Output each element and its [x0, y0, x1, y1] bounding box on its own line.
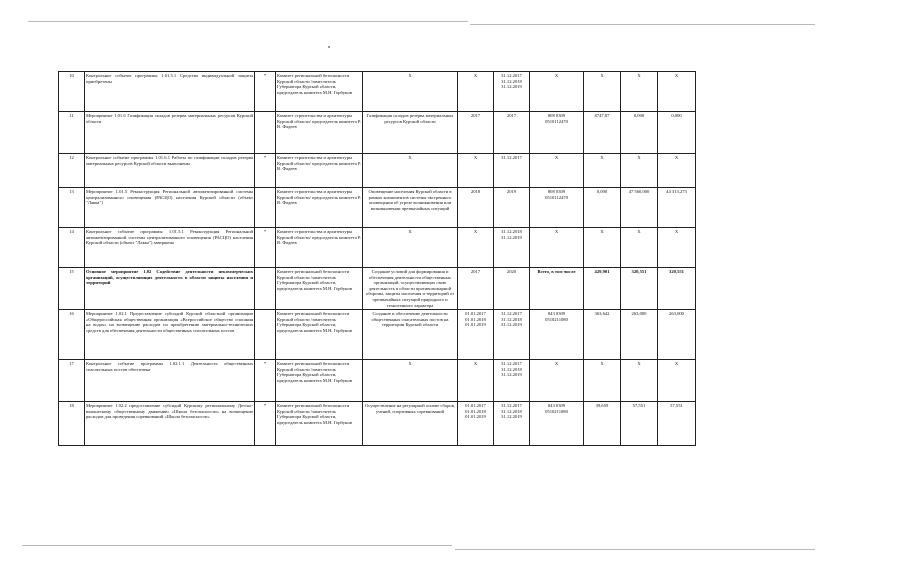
table-row: [59, 268, 696, 310]
end-date-cell: 2020: [494, 268, 530, 310]
expected-result-cell: Осуществление на регулярной основе сборов, учений, спортивных соревнований: [363, 402, 458, 446]
responsible-executor-cell: Комитет строительства и архитектуры Курской области/ председатель комитета Р. В. Фадеев: [276, 154, 363, 188]
activity-name-cell: Контрольное событие программы 1.02.1.1 Деятельность общественных спасательных постов обеспечена: [85, 360, 255, 402]
control-mark-cell: [255, 112, 276, 154]
row-number: 12: [59, 154, 85, 188]
table-row: [59, 154, 696, 188]
expected-result-cell: Создание условий для формирования и обеспечения деятельности общественных организаций, осуществляющих свою деятельность в области противопожарной обороны, защиты населения и территорий от чрезвычайных ситуаций природного и техногенного характера: [363, 268, 458, 310]
control-mark-cell: *: [255, 360, 276, 402]
scan-artifact-top: [28, 21, 468, 22]
budget-code-cell: X: [530, 72, 584, 112]
responsible-executor-cell: Комитет региональной безопасности Курской области /заместитель Губернатора Курской области, председатель комитета М.Н. Горбунов: [276, 360, 363, 402]
funding-2019-cell: 57,551: [658, 402, 696, 446]
scan-artifact-bottom: [22, 545, 452, 546]
end-date-cell: 2017: [494, 112, 530, 154]
funding-2018-cell: 47 560,000: [621, 188, 658, 228]
funding-2019-cell: 320,551: [658, 268, 696, 310]
activity-name-cell: Контрольное событие программы 1.01.6.1 Работы по газификации складов резерва материальных ресурсов Курской области выполнены: [85, 154, 255, 188]
start-date-cell: X: [458, 228, 494, 268]
budget-code-cell: 808 0309 0510112470: [530, 188, 584, 228]
scan-speck: [328, 46, 330, 48]
table-row: [59, 112, 696, 154]
row-number: 14: [59, 228, 85, 268]
funding-2019-cell: 44 313,273: [658, 188, 696, 228]
table-row: [59, 402, 696, 446]
expected-result-cell: X: [363, 228, 458, 268]
responsible-executor-cell: Комитет строительства и архитектуры Курской области/ председатель комитета Р. В. Фадеев: [276, 228, 363, 268]
start-date-cell: 2017: [458, 268, 494, 310]
start-date-cell: 2018: [458, 188, 494, 228]
activity-name-cell: Мероприятие 1.02.2 предоставление субсидий Курскому региональному Детско-юношескому общественному движению «Школа безопасности» на возмещение расходов для проведения соревнований «Школа безопасности»: [85, 402, 255, 446]
start-date-cell: 2017: [458, 112, 494, 154]
row-number: 15: [59, 268, 85, 310]
funding-2018-cell: 263,000: [621, 310, 658, 360]
responsible-executor-cell: Комитет региональной безопасности Курской области /заместитель Губернатора Курской области, председатель комитета М.Н. Горбунов: [276, 310, 363, 360]
control-mark-cell: *: [255, 154, 276, 188]
end-date-cell: 31.12.2017 31.12.2018 31.12.2019: [494, 310, 530, 360]
funding-2018-cell: X: [621, 228, 658, 268]
row-number: 17: [59, 360, 85, 402]
activity-name-cell: Мероприятие 1.01.5 Реконструкция Региональной автоматизированной системы централизованного оповещения (РАСЦО) населения Курской области (объект "Лакка"): [85, 188, 255, 228]
activity-name-cell: Основное мероприятие 1.02 Содействие деятельности некоммерческих организаций, осуществляющих деятельность в области защиты населения и территорий: [85, 268, 255, 310]
end-date-cell: 31.12.2018 31.12.2019: [494, 228, 530, 268]
funding-2017-cell: X: [584, 360, 621, 402]
funding-2017-cell: 429,901: [584, 268, 621, 310]
start-date-cell: X: [458, 72, 494, 112]
end-date-cell: 31.12.2017 31.12.2018 31.12.2019: [494, 360, 530, 402]
funding-2018-cell: 320,551: [621, 268, 658, 310]
program-activities-table: [58, 71, 696, 446]
funding-2017-cell: 0,000: [584, 188, 621, 228]
start-date-cell: 01.01.2017 01.01.2018 01.01.2019: [458, 310, 494, 360]
funding-2018-cell: X: [621, 72, 658, 112]
expected-result-cell: Создание и обеспечение деятельности общественных спасательных постов на территории Курской области: [363, 310, 458, 360]
budget-code-cell: X: [530, 228, 584, 268]
table-row: [59, 188, 696, 228]
budget-code-cell: Всего, в том числе: [530, 268, 584, 310]
budget-code-cell: 843 0309 0510211080: [530, 402, 584, 446]
responsible-executor-cell: Комитет строительства и архитектуры Курской области/ председатель комитета Р. В. Фадеев: [276, 112, 363, 154]
control-mark-cell: [255, 310, 276, 360]
table-body: [59, 72, 696, 446]
responsible-executor-cell: Комитет региональной безопасности Курской области /заместитель Губернатора Курской области, председатель комитета М.Н. Горбунов: [276, 72, 363, 112]
expected-result-cell: X: [363, 360, 458, 402]
table-row: [59, 72, 696, 112]
table-row: [59, 360, 696, 402]
control-mark-cell: *: [255, 228, 276, 268]
start-date-cell: X: [458, 360, 494, 402]
expected-result-cell: Оповещение населения Курской области в рамках компонентов системы экстренного оповещения об угрозе возникновения или возникновении чрезвычайных ситуаций: [363, 188, 458, 228]
control-mark-cell: *: [255, 402, 276, 446]
funding-2019-cell: 263,000: [658, 310, 696, 360]
row-number: 11: [59, 112, 85, 154]
funding-2017-cell: X: [584, 154, 621, 188]
end-date-cell: 31.12.2017 31.12.2018 31.12.2019: [494, 402, 530, 446]
expected-result-cell: Газификация складов резерва материальных ресурсов Курской области: [363, 112, 458, 154]
row-number: 18: [59, 402, 85, 446]
row-number: 10: [59, 72, 85, 112]
funding-2017-cell: X: [584, 72, 621, 112]
row-number: 16: [59, 310, 85, 360]
funding-2018-cell: 0,000: [621, 112, 658, 154]
activity-name-cell: Мероприятие 1.02.1 Предоставление субсидий Курской областной организации «Общероссийская общественная организация «Всероссийское общество спасания на водах» на возмещение расходов по приобретению материально-технических средств для обеспечения деятельности общественных спасательных постов: [85, 310, 255, 360]
table-row: [59, 310, 696, 360]
table-row: [59, 228, 696, 268]
budget-code-cell: X: [530, 360, 584, 402]
budget-code-cell: 843 0309 0510211080: [530, 310, 584, 360]
funding-2017-cell: 363,642: [584, 310, 621, 360]
scan-artifact-top-right: [470, 24, 815, 25]
control-mark-cell: *: [255, 72, 276, 112]
funding-2017-cell: 39,659: [584, 402, 621, 446]
expected-result-cell: X: [363, 72, 458, 112]
funding-2019-cell: X: [658, 228, 696, 268]
funding-2019-cell: X: [658, 72, 696, 112]
activity-name-cell: Контрольное событие программы 1.01.5.1 Реконструкция Региональной автоматизированной системы централизованного оповещения (РАСЦО) населения Курской области (объект "Лакка") завершена: [85, 228, 255, 268]
funding-2019-cell: 0,000: [658, 112, 696, 154]
funding-2019-cell: X: [658, 154, 696, 188]
activity-name-cell: Контрольное событие программы 1.01.5.1 Средства индивидуальной защиты приобретены: [85, 72, 255, 112]
start-date-cell: X: [458, 154, 494, 188]
activity-name-cell: Мероприятие 1.01.6 Газификация складов резерва материальных ресурсов Курской области: [85, 112, 255, 154]
control-mark-cell: [255, 268, 276, 310]
end-date-cell: 2019: [494, 188, 530, 228]
budget-code-cell: X: [530, 154, 584, 188]
responsible-executor-cell: Комитет строительства и архитектуры Курской области/ председатель комитета Р. В. Фадеев: [276, 188, 363, 228]
end-date-cell: 31.12.2017: [494, 154, 530, 188]
responsible-executor-cell: Комитет региональной безопасности Курской области /заместитель Губернатора Курской области, председатель комитета М.Н. Горбунов: [276, 268, 363, 310]
budget-code-cell: 808 0309 0510112470: [530, 112, 584, 154]
scan-artifact-bottom-right: [455, 549, 815, 550]
responsible-executor-cell: Комитет региональной безопасности Курской области /заместитель Губернатора Курской области, председатель комитета М.Н. Горбунов: [276, 402, 363, 446]
start-date-cell: 01.01.2017 01.01.2018 01.01.2019: [458, 402, 494, 446]
funding-2018-cell: X: [621, 360, 658, 402]
funding-2017-cell: 8747,87: [584, 112, 621, 154]
expected-result-cell: X: [363, 154, 458, 188]
funding-2019-cell: X: [658, 360, 696, 402]
funding-2018-cell: X: [621, 154, 658, 188]
funding-2017-cell: X: [584, 228, 621, 268]
end-date-cell: 31.12.2017 31.12.2018 31.12.2019: [494, 72, 530, 112]
row-number: 13: [59, 188, 85, 228]
control-mark-cell: [255, 188, 276, 228]
funding-2018-cell: 57,551: [621, 402, 658, 446]
